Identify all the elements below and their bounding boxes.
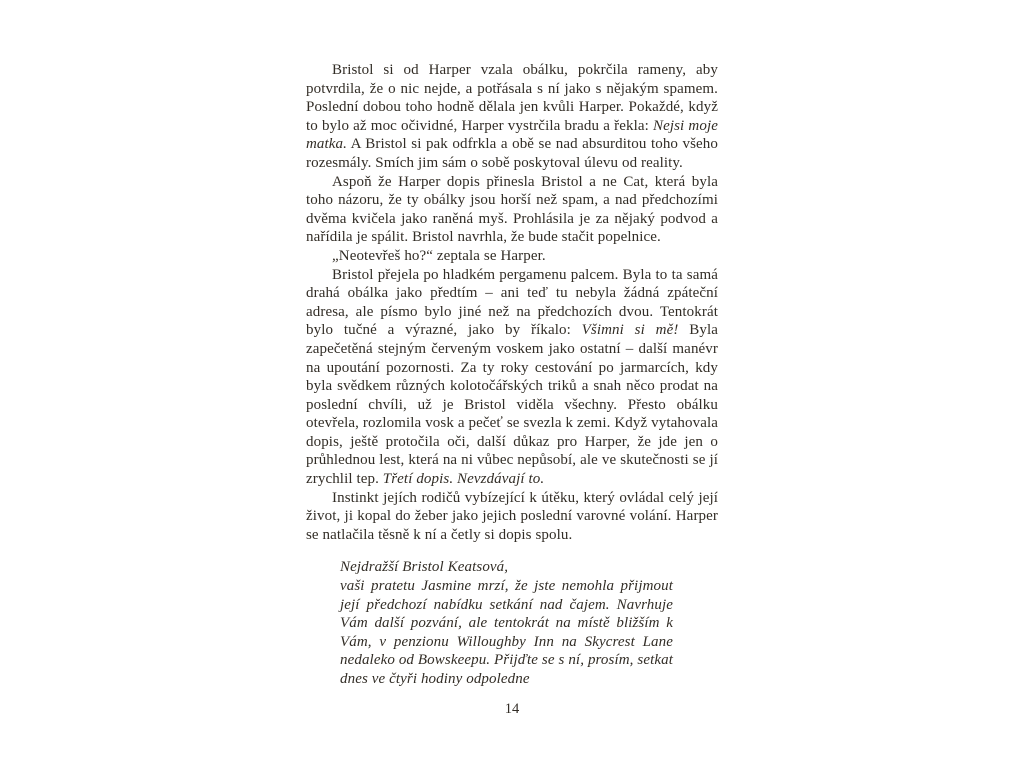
italic-text-segment: Všimni si mě! <box>581 322 679 339</box>
text-segment: Aspoň že Harper dopis přinesla Bristol a ne Cat, která byla toho názoru, že ty obálky jsou horší než spam, a nad předchozími dvěma kvičela jako raněná myš. Prohlásila je za nějaký podvod a nařídila je spálit. Bristol navrhla, že bude stačit popelnice. <box>306 173 718 246</box>
italic-text-segment: Nejsi moje matka. <box>306 117 718 153</box>
paragraph <box>306 247 718 266</box>
paragraph <box>306 61 718 173</box>
italic-text-segment: Třetí dopis. Nevzdávají to. <box>382 471 545 488</box>
paragraph <box>306 173 718 247</box>
letter-body: vaši pratetu Jasmine mrzí, že jste nemohla přijmout její předchozí nabídku setkání nad čajem. Navrhuje Vám další pozvání, ale tentokrát na místě bližším k Vám, v penzionu Willoughby Inn na Skycrest Lane nedaleko od Bowskeepu. Přijďte se s ní, prosím, setkat dnes ve čtyři hodiny odpoledne <box>340 578 673 687</box>
paragraph <box>306 489 718 545</box>
text-segment: A Bristol si pak odfrkla a obě se nad absurditou toho všeho rozesmály. Smích jim sám o sobě poskytoval úlevu od reality. <box>306 136 718 171</box>
text-segment: Bristol přejela po hladkém pergamenu palcem. Byla to ta samá drahá obálka jako předtím – ani teď tu nebyla žádná zpáteční adresa, ale písmo bylo jiné než na předchozích dvou. Tentokrát bylo tučné a výrazné, jako by říkalo: <box>306 266 718 339</box>
letter-block <box>340 558 673 688</box>
page-number: 14 <box>504 701 520 717</box>
text-column <box>306 61 718 689</box>
text-segment: Instinkt jejích rodičů vybízející k útěku, který ovládal celý její život, ji kopal do žeber jako jejich poslední varovné volání. Harper se natlačila těsně k ní a četly si dopis spolu. <box>306 489 718 543</box>
paragraph <box>306 266 718 489</box>
text-segment: „Neotevřeš ho?“ zeptala se Harper. <box>332 247 546 264</box>
text-segment: Byla zapečetěná stejným červeným voskem jako ostatní – další manévr na upoutání pozornosti. Za ty roky cestování po jarmarcích, kdy byla svědkem různých kolotočářských triků a snah něco prodat na poslední chvíli, už je Bristol viděla všechny. Přesto obálku otevřela, rozlomila vosk a pečeť se svezla k zemi. Když vytahovala dopis, ještě protočila oči, další důkaz pro Harper, že jde jen o průhlednou lest, která na ni vůbec nepůsobí, ale ve skutečnosti se jí zrychlil tep. <box>306 322 718 488</box>
body-paragraphs <box>306 61 718 544</box>
letter-salutation: Nejdražší Bristol Keatsová, <box>340 559 509 576</box>
text-segment: Bristol si od Harper vzala obálku, pokrčila rameny, aby potvrdila, že o nic nejde, a potřásala s ní jako s nějakým spamem. Poslední dobou toho hodně dělala jen kvůli Harper. Pokaždé, když to bylo až moc očividné, Harper vystrčila bradu a řekla: <box>306 62 718 134</box>
